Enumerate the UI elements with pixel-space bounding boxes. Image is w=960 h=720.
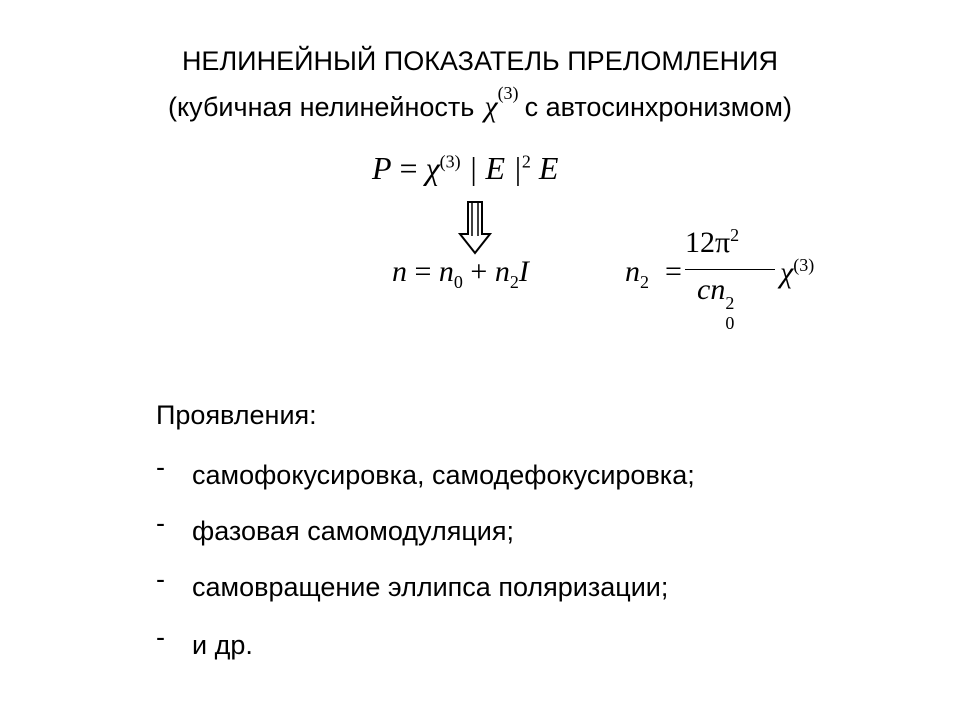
- list-item-text: самовращение эллипса поляризации;: [192, 572, 669, 602]
- manifestations-heading: Проявления:: [156, 400, 317, 430]
- slide-title: НЕЛИНЕЙНЫЙ ПОКАЗАТЕЛЬ ПРЕЛОМЛЕНИЯ: [181, 46, 779, 76]
- n2-coefficient-formula: [625, 225, 825, 333]
- formula-n0-subscript: 0: [453, 272, 463, 292]
- down-arrow-icon: [457, 200, 493, 256]
- polarization-formula: [372, 150, 558, 187]
- slide-subtitle: [0, 82, 960, 124]
- formula-n: n: [392, 255, 407, 288]
- formula-equals: =: [665, 255, 682, 288]
- formula-n2-subscript: 2: [509, 272, 519, 292]
- list-dash: -: [156, 622, 165, 652]
- formula-equals: =: [414, 255, 432, 288]
- refractive-index-formula: [392, 255, 529, 293]
- fraction-denominator: cn 2 0: [697, 273, 735, 333]
- fraction-bar: [685, 269, 775, 270]
- formula-n0: n: [438, 255, 454, 288]
- formula-n2-lhs: $n_2$: [625, 255, 649, 292]
- subtitle-chi-superscript: (3): [497, 83, 519, 103]
- formula-chi: $\chi^{(3)}$: [780, 255, 815, 289]
- formula-I: I: [518, 255, 529, 288]
- subtitle-chi-symbol: $\chi^{(3)}$: [484, 83, 519, 123]
- list-item-text: и др.: [192, 630, 253, 660]
- formula-equals: =: [399, 150, 418, 186]
- formula-n2: n: [494, 255, 510, 288]
- formula-chi-superscript: (3): [439, 151, 461, 172]
- formula-power: 2: [521, 151, 531, 172]
- formula-chi: χ: [425, 150, 440, 186]
- list-item-text: фазовая самомодуляция;: [192, 516, 514, 546]
- formula-plus: +: [470, 255, 488, 288]
- list-dash: -: [156, 508, 165, 538]
- fraction-numerator: $12\pi^2$: [685, 225, 740, 259]
- subtitle-text-after: с автосинхронизмом): [524, 92, 792, 122]
- list-dash: -: [156, 452, 165, 482]
- subtitle-text-before: (кубичная нелинейность: [168, 92, 475, 122]
- formula-P: P: [372, 150, 392, 186]
- list-item-text: самофокусировка, самодефокусировка;: [192, 460, 695, 490]
- formula-abs-E: | E |: [468, 150, 522, 186]
- list-dash: -: [156, 564, 165, 594]
- formula-E: E: [538, 150, 559, 186]
